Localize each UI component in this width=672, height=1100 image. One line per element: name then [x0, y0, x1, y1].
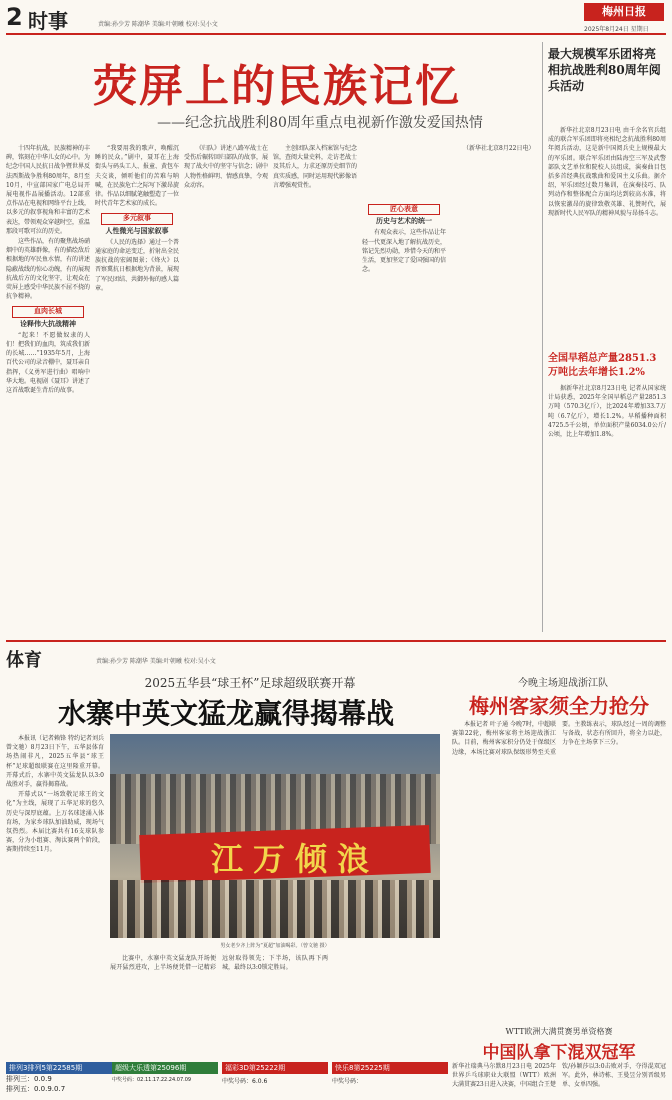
lead-col3-text: 《人民的选择》通过一个普通家庭的命运变迁，折射出全民族抗战的宏阔图景；《烽火》以晋察冀抗日根据地为背景，展现了军民团结、共御外侮的感人篇章。 [95, 238, 179, 292]
wtt-kicker: WTT欧洲大满贯赛男单资格赛 [505, 1027, 613, 1036]
wtt-body: 新华社瑞典马尔默8月23日电 2025年世界乒乓球职业大联盟（WTT）欧洲大满贯赛23日进入决赛，中国组合王楚钦/孙颖莎以3:0击败对手，夺得混双冠军。此外，林诗栋、王曼昱分别晋级男单、女单四强。 [452, 1063, 666, 1089]
lottery-pl5: 排列五：0.0.9.0.7 [6, 1085, 66, 1093]
sports-body-1: 本报讯（记者赖锋 特约记者刘兵 曾文驰）8月23日下午，五华县体育场热闹非凡，2025五华县“球王杯”足球超级联赛在这里隆重开幕。开幕式后，水寨中英文猛龙队以3:0战胜对手，赢得揭幕战。 [6, 735, 104, 789]
sports-body-3: 比赛中，水寨中英文猛龙队开场便展开猛烈进攻，上半场便凭借一记精彩远射取得领先；下半场，该队再下两城，最终以3:0锁定胜局。 [110, 955, 328, 972]
logo-text: 梅州日报 [602, 5, 646, 18]
page-number: 2 [6, 3, 23, 31]
column-divider [542, 42, 543, 632]
sports-section-title: 体育 [6, 650, 42, 671]
aside-kicker: 今晚主场迎战浙江队 [518, 678, 608, 689]
banner-text: 江万倾浪 [210, 840, 379, 878]
subhead-2b: 人性微光与国家叙事 [105, 226, 169, 235]
lead-col4-text: 《归队》讲述八路军战士在受伤后辗转回归部队的故事，展现了战火中的坚守与信念；剧中人物性格鲜明、情感真挚，令观众动容。 [184, 145, 268, 189]
subhead-1b: 诠释伟大抗战精神 [20, 319, 76, 328]
aside-headline: 梅州客家须全力抢分 [469, 694, 649, 718]
newspaper-logo [584, 3, 664, 21]
rice-news-body: 据新华社北京8月23日电 记者从国家统计局获悉，2025年全国早稻总产量2851.3万吨（570.3亿斤），比2024年增加33.7万吨（6.7亿斤），增长1.2%。早稻播种面积4725.5千公顷，单位面积产量6034.0公斤/公顷，比上年增加1.8%。 [548, 385, 666, 439]
lead-col6-text: 有观众表示，这些作品让年轻一代更深入地了解抗战历史，铭记先烈功勋，珍惜今天的和平生活，更加坚定了爱国强国的信念。 [362, 229, 446, 274]
sports-editors: 责编:孙少芳 陈潮华 美编:叶朝曦 校对:吴小文 [96, 658, 216, 665]
lottery-k8-label: 中奖号码： [332, 1078, 363, 1085]
lead-col-6 [451, 144, 537, 632]
sports-body-col-2 [110, 954, 440, 1054]
subhead-3b: 历史与艺术的统一 [376, 217, 432, 226]
lead-para-1: 十四年抗战，民族精神的丰碑，铭刻在中华儿女的心中。为纪念中国人民抗日战争暨世界反法西斯战争胜利80周年，8月至10月，中宣部国家广电总局开展电视作品展播活动。12部重点作品在电视和网络平台上线，以多元的叙事视角和丰富的艺术表达，带领观众穿越时空，重温那段可歌可泣的历史。 [6, 145, 90, 235]
right-news-title: 最大规模军乐团将亮相抗战胜利80周年阅兵活动 [548, 47, 661, 93]
match-photo [110, 734, 440, 938]
lead-col-5 [362, 144, 446, 632]
quote-1: “起来！不愿做奴隶的人们！把我们的血肉，筑成我们新的长城……”1935年5月，上海百代公司的录音棚中，聂耳亲自指挥，《义勇军进行曲》唱响中华大地。电视剧《聂耳》讲述了这首战歌诞生背后的故事。 [6, 331, 90, 395]
sports-body-col-1 [6, 734, 104, 1054]
lottery-banner-2: 超级大乐透第25096期 [112, 1062, 218, 1074]
lead-col-2 [95, 144, 179, 632]
lead-credit: （新华社北京8月22日电） [463, 145, 535, 152]
lead-headline: 荧屏上的民族记忆 [93, 61, 461, 112]
aside-body: 本报记者 叶子通 今晚7时，中超联赛第22轮，梅州客家将主场迎战浙江队。目前，梅州客家积分仍处于保级区边缘，本场比赛对球队保级形势至关重要。主教练表示，球队经过一周的调整与备战，状态有所回升，将全力以赴，力争在主场拿下三分。 [452, 721, 666, 756]
subhead-3: 匠心表意 [368, 204, 440, 215]
crowd-front [110, 880, 440, 938]
lead-col-3 [184, 144, 268, 632]
lottery-dlt: 中奖号码：02.11.17.22.24.07.09 [112, 1077, 192, 1083]
lead-col-1 [6, 144, 90, 632]
photo-caption: 男女老少齐上阵为“夏超”加油喝彩。（曾文驰 摄） [220, 943, 330, 949]
lottery-banner-1: 排列3排列5第22585期 [6, 1062, 112, 1074]
lead-subheadline: ——纪念抗战胜利80周年重点电视新作激发爱国热情 [157, 115, 483, 131]
lottery-pl3: 排列三：0.0.9 [6, 1075, 52, 1083]
wtt-headline: 中国队拿下混双冠军 [482, 1043, 636, 1063]
page-header [6, 3, 666, 35]
sports-headline: 水寨中英文猛龙赢得揭幕战 [57, 697, 394, 730]
lead-col5-text: 主创团队深入档案馆与纪念馆，查阅大量史料，走访老战士及其后人，力求还原历史细节的真实质感，同时运用现代影像语言增强观赏性。 [273, 145, 357, 189]
lead-para-2: 这些作品，有的聚焦战场硝烟中的英雄群像，有的描绘敌后根据地的军民鱼水情，有的讲述隐蔽战线的惊心动魄，有的展现抗战后方的文化坚守，让观众在荧屏上感受中华民族不屈不挠的抗争精神。 [6, 238, 90, 301]
right-news-body: 新华社北京8月23日电 由千余名官兵组成的联合军乐团即将亮相纪念抗战胜利80周年阅兵活动，这是新中国阅兵史上规模最大的军乐团。联合军乐团由陆海空三军及武警部队文艺单位和院校人员组成，演奏曲目包括多首经典抗战歌曲和爱国主义乐曲。据介绍，军乐团经过数月集训，在演奏技巧、队列动作和整体配合方面均达到较高水准，将以恢宏激昂的旋律致敬英雄、礼赞时代，展现新时代人民军队的精神风貌与昂扬斗志。 [548, 127, 666, 217]
sports-kicker: 2025五华县“球王杯”足球超级联赛开幕 [144, 676, 356, 690]
subhead-1: 血肉长城 [12, 306, 84, 317]
issue-date: 2025年8月24日 星期日 [584, 26, 649, 33]
editors-line: 责编:孙少芳 陈潮华 美编:叶朝曦 校对:吴小文 [98, 21, 218, 28]
subhead-2: 多元叙事 [101, 213, 173, 224]
lottery-banner-3: 福彩3D第25222期 [222, 1062, 328, 1074]
lead-col-4 [273, 144, 357, 632]
lottery-3d: 中奖号码：6.0.6 [222, 1078, 268, 1085]
lead-col2-text: “我要用我的歌声，唤醒沉睡的民众。”剧中，聂耳在上海街头与码头工人、报童、黄包车夫交谈，倾听他们的苦难与呐喊，在民族危亡之际写下激昂旋律。作品以细腻笔触塑造了一位时代青年艺术家的成长。 [95, 145, 179, 208]
section-title: 时事 [28, 9, 68, 33]
sports-body-2: 开幕式以“一场致敬足球王的文化”为主线，展现了五华足球的悠久历史与深厚底蕴。上万名球迷涌入体育场，为家乡球队加油助威，现场气氛热烈。本届比赛共有16支球队参赛，分为小组赛、淘汰赛两个阶段，赛期持续至11月。 [6, 791, 104, 854]
sports-header [6, 640, 666, 670]
rice-news-title: 全国早稻总产量2851.3万吨比去年增长1.2% [548, 353, 657, 378]
lottery-banner-4: 快乐8第25225期 [332, 1062, 448, 1074]
